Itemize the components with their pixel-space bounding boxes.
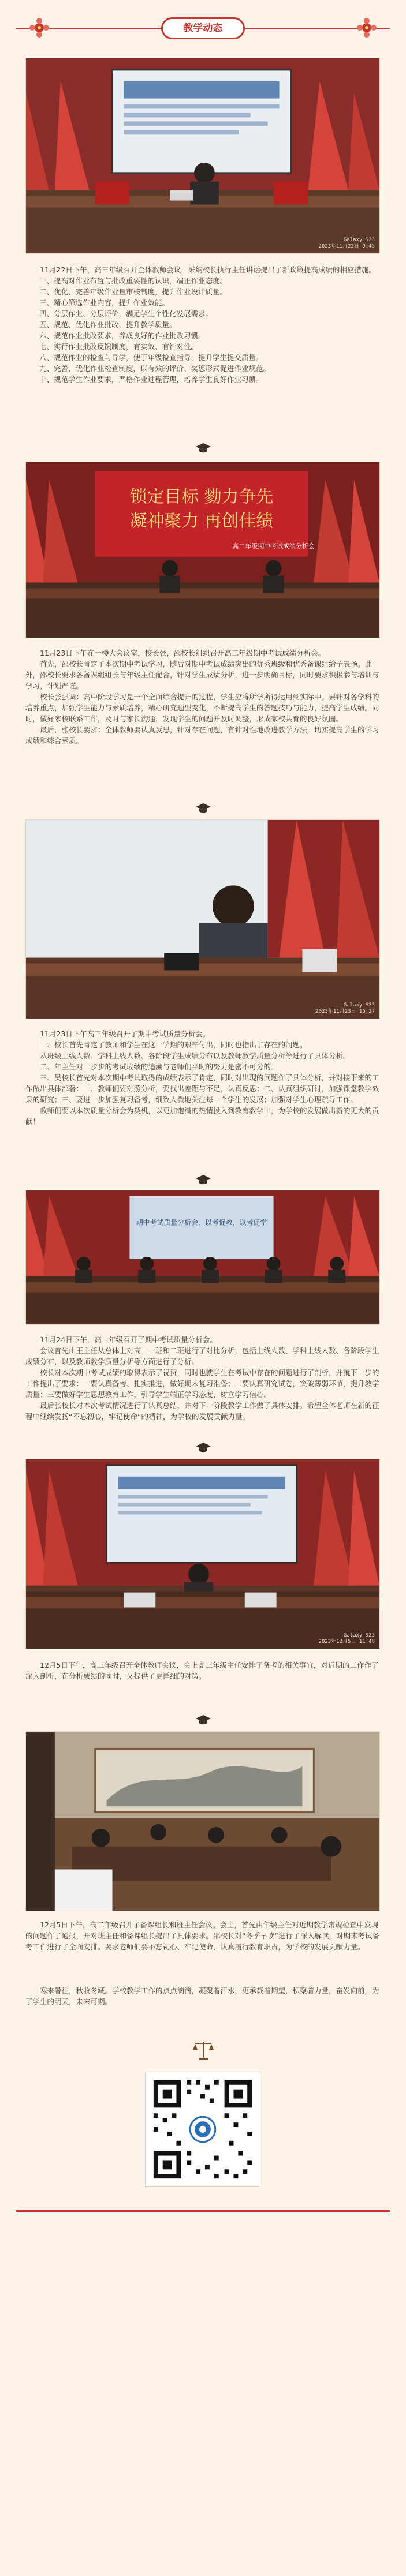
photo-watermark	[319, 1633, 375, 1645]
paragraph: 11月23日下午在一楼大会议室，校长张，邵校长组织召开高二年级期中考试成绩分析会。	[40, 649, 326, 657]
flower-ornament-icon	[28, 16, 51, 39]
list-item: 七、实行作业批改反馈制度，有实效、有针对性。	[39, 342, 199, 351]
graduation-cap-icon	[195, 802, 211, 815]
meeting-photo-6	[25, 1731, 380, 1911]
screen-caption: 期中考试质量分析会，以考促教，以考促学	[136, 1218, 267, 1227]
watermark-line: 2023年12月5日 11:48	[318, 1639, 375, 1645]
paragraph: 会议首先由王主任从总体上对高一一班和二班进行了对比分析，包括上线人数、学科上线人数、各阶段学生成绩分布，以及教师教学质量分析等方面进行了分析。	[25, 1346, 379, 1366]
paragraph: 11月22日下午，高三年级召开全体教师会议，采纳校长执行主任讲话提出了新政策提高成绩的相应措施。	[40, 265, 376, 274]
meeting-photo-3	[25, 819, 380, 1019]
list-item: 三、精心筛选作业内容，提升作业效能。	[39, 298, 170, 307]
watermark-line: Galaxy S23	[343, 1002, 375, 1008]
list-item: 四、分层作业、分层评价，满足学生个性化发展需求。	[39, 309, 213, 318]
paragraph: 教师们要以本次质量分析会为契机，以更加饱满的热情投入到教育教学中，为学校的发展做出新的更大的贡献！	[25, 1106, 379, 1126]
section-5-text	[25, 1660, 380, 1682]
section-1-text	[25, 264, 380, 385]
section-3-text	[25, 1028, 380, 1127]
paragraph: 校长张强调：高中阶段学习是一个全面综合提升的过程，学生应将所学所得运用到实际中。要针对各学科的培养重点，加强学生能力与素质培养，精心研究题型变化，不断提高学生的答题技巧与能力，提高学生成绩。同时，做好家校联系工作，及时与家长沟通，发现学生的问题并及时调整，形成家校共育的良好氛围。	[25, 692, 379, 723]
banner-subtitle: 高二年级期中考试成绩分析会	[232, 542, 315, 551]
flower-ornament-icon	[355, 16, 378, 39]
paragraph: 从班级上线人数、学科上线人数、各阶段学生成绩分布以及教师教学质量分析等进行了具体分析。	[40, 1051, 351, 1060]
closing-text	[25, 1985, 380, 2007]
list-item: 一、提高对作业布置与批改重要性的认识，端正作业态度。	[39, 276, 228, 285]
graduation-cap-icon	[195, 1441, 211, 1454]
graduation-cap-icon	[195, 1714, 211, 1727]
qr-code	[145, 2072, 260, 2187]
paragraph: 最后张校长对本次考试情况进行了认真总结，并对下一阶段教学工作做了具体安排。希望全体老师在新的征程中继续发扬“不忘初心，牢记使命”的精神，为学校的发展贡献力量。	[25, 1401, 379, 1421]
paragraph: 11月23日下午高三年级召开了期中考试质量分析会。	[40, 1029, 210, 1038]
page-title: 教学动态	[161, 17, 245, 39]
watermark-line: Galaxy S23	[343, 237, 375, 243]
section-6-text	[25, 1919, 380, 1952]
paragraph: 寒来暑往，秋收冬藏。学校教学工作的点点滴滴，凝聚着汗水，更承载着期望，积聚着力量，奋发向前，为了学生的明天，未来可期。	[25, 1986, 379, 2006]
paragraph: 二、年主任对一步步的考试成绩的追溯与老师们平时的努力是密不可分的。	[40, 1062, 278, 1071]
footer-divider	[16, 2210, 390, 2212]
watermark-line: 2023年11月22日 9:45	[318, 244, 375, 249]
paragraph: 最后，张校长要求：全体教师要认真反思，针对存在问题，有针对性地改进教学方法，切实提高学生的学习成绩和综合素质。	[25, 725, 379, 745]
meeting-photo-2	[25, 462, 380, 638]
meeting-photo-5	[25, 1459, 380, 1649]
meeting-photo-4	[25, 1190, 380, 1325]
list-item: 十、规范学生作业要求，严格作业过程管理，培养学生良好作业习惯。	[39, 375, 263, 384]
paragraph: 一、校长首先肯定了教师和学生在这一学期的艰辛付出，同时也指出了存在的问题。	[40, 1040, 307, 1049]
paragraph: 首先，邵校长肯定了本次期中考试学习，随后对期中考试成绩突出的优秀班级和优秀备课组给予表扬。此外，邵校长要求各备课组组长与年级主任配合，针对学生成绩分析，进一步明确目标，同时要求积极参与培训与学习，计划严谨。	[25, 660, 379, 690]
graduation-cap-icon	[195, 442, 211, 455]
graduation-cap-icon	[195, 1174, 211, 1186]
section-2-text	[25, 647, 380, 746]
list-item: 二、优化、完善年级作业量审核制度，提升作业设计质量。	[39, 287, 228, 296]
paragraph: 三、吴校长首先对本次期中考试取得的成绩表示了肯定，同时对出现的问题作了具体分析，并对接下来的工作做出具体部署：一、教师们要对照分析，要找出差距与不足，认真反思；二、认真组织研讨，加强课堂教学效果的研究；三、要进一步加强复习备考，细致人微地关注每一个学生的发展；加强对学生心理疏导工作。	[25, 1073, 379, 1104]
balance-scale-icon	[192, 2038, 215, 2061]
list-item: 六、规范作业批改要求，养成良好的作业批改习惯。	[39, 331, 206, 340]
paragraph: 11月24日下午，高一年级召开了期中考试质量分析会。	[40, 1335, 217, 1344]
banner-line-2: 凝神聚力 再创佳绩	[129, 511, 274, 531]
photo-watermark	[315, 1002, 375, 1015]
meeting-photo-1	[25, 58, 380, 254]
list-item: 八、规范作业的检查与导学，使于年级检查指导，提升学生提交质量。	[39, 353, 263, 362]
watermark-line: Galaxy S23	[343, 1633, 375, 1638]
section-4-text	[25, 1334, 380, 1422]
paragraph: 12月5日下午，高二年级召开了备课组长和班主任会议。会上，首先由年级主任对近期教学常规检查中发现的问题作了通报，并对班主任和备课组长提出了具体要求。邵校长对“冬季早读”进行了深入解读，对期末考试备考工作进行了全面安排。要求老师们要不忘初心、牢记使命，认真履行教育职责，为学校的发展贡献力量。	[25, 1920, 379, 1951]
watermark-line: 2023年11月23日 15:27	[315, 1009, 375, 1014]
photo-watermark	[319, 237, 375, 250]
list-item: 九、完善、优化作业检查制度，以有效的评价、奖惩形式促进作业规范。	[39, 364, 271, 373]
header-banner	[16, 8, 390, 43]
banner-line-1: 锁定目标 勠力争先	[129, 486, 274, 507]
paragraph: 校长对本次期中考试成绩的取得表示了祝贺，同时也就学生在考试中存在的问题进行了剖析，并就下一步的工作提出了要求：一要认真备考、扎实推进，做好期末复习准备；二要认真研究试卷，突破薄弱环节，提升教学质量；三要做好学生思想教育工作，引导学生端正学习态度，树立学习信心。	[25, 1368, 379, 1399]
paragraph: 12月5日下午，高三年级召开全体教师会议，会上高三年级主任安排了备考的相关事宜，对近期的工作作了深入剖析，在分析成绩的同时，又提供了更详细的对策。	[25, 1661, 379, 1680]
list-item: 五、规范、优化作业批改，提升教学质量。	[39, 320, 177, 329]
